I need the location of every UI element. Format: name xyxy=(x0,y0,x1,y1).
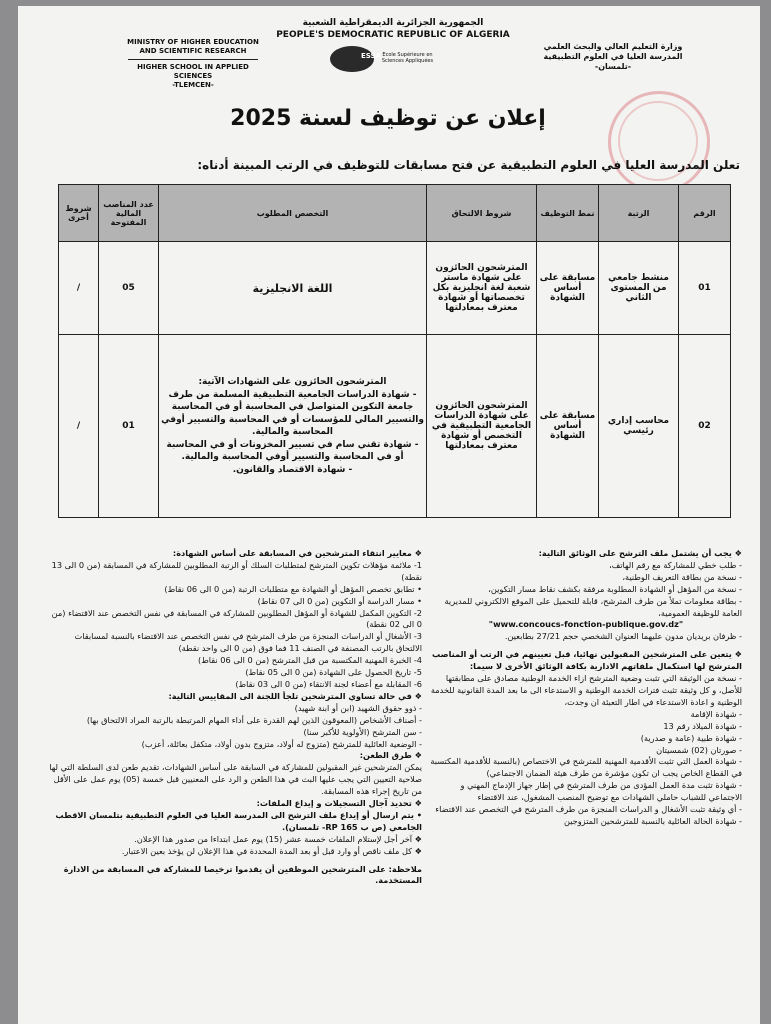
list-item: - بطاقة معلومات تملأ من طرف المترشح، قابلة للتحميل على الموقع الالكتروني للمديرية العامة للوظيفة العمومية، xyxy=(444,595,742,618)
school-en-line1: HIGHER SCHOOL IN APPLIED SCIENCES xyxy=(137,63,249,80)
list-item: 4- الخبرة المهنية المكتسبة من قبل المترشح (من 0 الى 06 نقاط) xyxy=(198,655,422,666)
list-item: • تطابق تخصص المؤهل أو الشهادة مع متطلبات الرتبة (من 0 الى 06 نقاط) xyxy=(164,583,422,594)
list-item: يمكن المترشحين غير المقبولين للمشاركة في السابقة على أساس الشهادات، تقديم طعن لدى السلطة التي لها صلاحية التعيين التي يجب عليها البث في هذا الطعن و الرد على المعنيين قبل خمسة (05) يوم عمل على الأقل من تاريخ إجراء هذه المسابقة. xyxy=(49,762,422,797)
list-item: - شهادة الميلاد رقم 13 xyxy=(663,720,742,731)
section-heading: ❖ تحديد آجال التسجيلات و إيداع الملفات: xyxy=(256,798,422,809)
section-heading: ❖ معايير انتقاء المترشحين في المسابقة على أساس الشهادة: xyxy=(172,548,422,558)
list-item: - شهادة الحالة العائلية بالنسبة للمترشحين المتزوجين xyxy=(563,815,742,826)
list-item: - شهادة العمل التي تثبت الأقدمية المهنية للمترشح في الاختصاص (بالنسبة للأقدمية المكتسبة في القطاع الخاص يجب ان تكون مؤشرة من طرف هيئة الضمان الاجتماعي) xyxy=(430,756,742,779)
list-item: - نسخة من المؤهل أو الشهادة المطلوبة مرفقة بكشف نقاط مسار التكوين، xyxy=(488,583,742,594)
list-item: - نسخة من الوثيقة التي تثبت وضعية المترشح ازاء الخدمة الوطنية مصادق على مطابقتها للأصل، و كل وثيقة تثبث فترات الخدمة الوطنية و الاستدعاء الى ما بعد المدة القانونية للخدمة الوطنية و اعادة الاستدعاء في اطار التعبئة ان وجدت، xyxy=(430,673,742,707)
section-heading: ❖ في حالة تساوي المترشحين تلجأ اللجنة الى المقاييس التالية: xyxy=(168,690,422,701)
section-heading: ملاحظة: على المترشحين الموظفين أن يقدموا ترخيصا للمشاركة في المسابقة من الادارة المستخدمة. xyxy=(63,863,422,886)
ministry-en-line1: MINISTRY OF HIGHER EDUCATION xyxy=(127,38,259,46)
ministry-en-line2: AND SCIENTIFIC RESEARCH xyxy=(139,47,247,55)
col-conditions: شروط الالتحاق xyxy=(427,185,537,242)
list-item: 2- التكوين المكمل للشهادة أو المؤهل المطلوبين للمشاركة في المسابقة في نفس التخصص عند الاقتضاء (من 0 الى 02 نقطة) xyxy=(51,607,422,630)
page-title: إعلان عن توظيف لسنة 2025 xyxy=(230,106,546,131)
school-ar-line2: -تلمسان- xyxy=(594,62,632,71)
list-item: - الوضعية العائلية للمترشح (متزوج له أولاد، متزوج بدون أولاد، متكفل بعائلة، أعزب) xyxy=(141,738,422,749)
col-other: شروط أخرى xyxy=(59,185,99,242)
list-item: - ذوو حقوق الشهيد (ابن أو ابنة شهيد) xyxy=(294,702,422,713)
list-item: • مسار الدراسة أو التكوين (من 0 الى 07 نقاط) xyxy=(257,595,422,606)
website-url: "www.concoucs-fonction-publique.gov.dz" xyxy=(488,619,684,630)
ministry-arabic xyxy=(523,42,703,72)
row2-specialty-line: - شهادة تقني سام في تسيير المخزونات أو في المحاسبة أو في المحاسبة والتسيير أوفي المحاسبة والمالية. xyxy=(166,439,419,462)
list-item: - طلب خطي للمشاركة مع رقم الهاتف، xyxy=(609,559,742,570)
school-en-line2: -TLEMCEN- xyxy=(172,81,214,89)
criteria-column xyxy=(46,548,422,887)
col-specialty: التخصص المطلوب xyxy=(159,185,427,242)
row2-conditions: المترشحون الحائزون على شهادة الدراسات الجامعية التطبيقية في التخصص أو شهادة معترف بمعادلتها xyxy=(427,335,537,518)
documents-column xyxy=(430,548,742,828)
row2-other: / xyxy=(59,335,99,518)
school-ar-line1: المدرسة العليا في العلوم التطبيقية xyxy=(543,52,683,61)
list-item: ❖ كل ملف ناقص أو وارد قبل أو بعد المدة المحددة في هذا الإعلان لن يؤخذ بعين الاعتبار. xyxy=(121,845,422,856)
republic-arabic: الجمهورية الجزائرية الديمقراطية الشعبية xyxy=(302,18,484,28)
row2-specialty-title: المترشحون الحائزون على الشهادات الآتية: xyxy=(198,377,387,387)
list-item: 6- المقابلة مع أعضاء لجنة الانتقاء (من 0 الى 03 نقاط) xyxy=(235,678,422,689)
row1-specialty: اللغة الانجليزية xyxy=(159,242,427,335)
logo-subtitle: Ecole Supérieure en Sciences Appliquées xyxy=(381,52,434,64)
republic-english: PEOPLE'S DEMOCRATIC REPUBLIC OF ALGERIA xyxy=(276,30,510,40)
col-posts: عدد المناصب المالية المفتوحة xyxy=(99,185,159,242)
logo-text: ESSA xyxy=(361,52,381,60)
ministry-ar-line: وزارة التعليم العالي والبحث العلمي xyxy=(543,42,683,51)
col-num: الرقم xyxy=(679,185,731,242)
table-row xyxy=(59,242,731,335)
row1-other: / xyxy=(59,242,99,335)
list-item: - سن المترشح (الأولوية للأكبر سنا) xyxy=(303,726,422,737)
list-item: - أصناف الأشخاص (المعوقون الذين لهم القدرة على أداء المهام المرتبطة بالرتبة المراد الالتحاق بها) xyxy=(86,714,422,725)
list-item: 1- ملائمة مؤهلات تكوين المترشح لمتطلبات السلك أو الرتبة المطلوبين للمشاركة في المسابقة (من 0 الى 13 نقطة) xyxy=(51,559,422,582)
list-item: - ظرفان بريديان مدون عليهما العنوان الشخصي حجم 27/21 بطابعين. xyxy=(504,631,742,642)
intro-text: تعلن المدرسة العليا في العلوم التطبيقية عن فتح مسابقات للتوظيف في الرتب المبينة أدناه: xyxy=(197,158,740,172)
row2-rank: محاسب إداري رئيسي xyxy=(599,335,679,518)
row1-mode: مسابقة على أساس الشهادة xyxy=(537,242,599,335)
row2-specialty-line: - شهادة الدراسات الجامعية التطبيقية المسلمة من طرف جامعة التكوين المتواصل في المحاسبة أو في المحاسبة والتسيير المالي للمؤسسات أو في المحاسبة والتسيير أوفي المحاسبة والمالية. xyxy=(161,389,424,437)
col-rank: الرتبة xyxy=(599,185,679,242)
section-heading: ❖ يجب أن يشتمل ملف الترشح على الوثائق التالية: xyxy=(538,548,742,558)
section-heading: ❖ يتعين على المترشحين المقبولين نهائيا، قبل تعيينهم في الرتب أو المناصب المترشح لها استكمال ملفاتهم الادارية بكافة الوثائق الأخرى لا سيما: xyxy=(432,649,742,672)
table-row xyxy=(59,335,731,518)
ministry-english xyxy=(118,38,268,90)
list-item: 5- تاريخ الحصول على الشهادة (من 0 الى 05 نقاط) xyxy=(245,667,422,678)
list-item: - شهادة تثبت مدة العمل المؤدى من طرف المترشح في إطار جهاز الإدماج المهني و الاجتماعي للشباب حاملي الشهادات مع توضيح المنصب المشغول، عند الاقتضاء xyxy=(460,780,742,803)
list-item: - صورتان (02) شمسيتان xyxy=(656,744,742,755)
row2-mode: مسابقة على أساس الشهادة xyxy=(537,335,599,518)
col-mode: نمط التوظيف xyxy=(537,185,599,242)
section-heading: • يتم ارسال أو إيداع ملف الترشح الى المدرسة العليا في العلوم التطبيقية بتلمسان الاقطب الجامعي (ص ب 165 RP- تلمسان). xyxy=(55,809,422,832)
list-item: - شهادة طبية (عامة و صدرية) xyxy=(640,732,742,743)
row2-specialty-line: - شهادة الاقتصاد والقانون. xyxy=(232,464,353,475)
section-heading: ❖ طرق الطعن: xyxy=(359,750,422,761)
positions-table xyxy=(58,184,731,518)
list-item: - شهادة الإقامة xyxy=(690,708,742,719)
row1-rank: منشط جامعي من المستوى الثاني xyxy=(599,242,679,335)
list-item: - نسخة من بطاقة التعريف الوطنية، xyxy=(622,571,742,582)
row2-posts: 01 xyxy=(99,335,159,518)
list-item: - أي وثيقة تثبت الأشغال و الدراسات المنجزة من طرف المترشح في التخصص عند الاقتضاء xyxy=(435,804,742,815)
row1-num: 01 xyxy=(679,242,731,335)
announcement-page xyxy=(18,6,760,1024)
row1-conditions: المترشحون الحائزون على شهادة ماستر شعبة لغة انجليزية بكل تخصصاتها أو شهادة معترف بمعادلتها xyxy=(427,242,537,335)
row2-specialty xyxy=(159,335,427,518)
row1-posts: 05 xyxy=(99,242,159,335)
row2-num: 02 xyxy=(679,335,731,518)
list-item: 3- الأشغال أو الدراسات المنجزة من طرف المترشح في نفس التخصص عند الاقتضاء بالنسبة لمسابقات الالتحاق بالرتب المصنفة في الصنف 11 فما فوق (من 0 الى واحد نقطة) xyxy=(74,631,422,654)
table-header-row xyxy=(59,185,731,242)
list-item: ❖ آخر أجل لإستلام الملفات خمسة عشر (15) يوم عمل ابتداءا من صدور هذا الإعلان. xyxy=(134,833,422,844)
